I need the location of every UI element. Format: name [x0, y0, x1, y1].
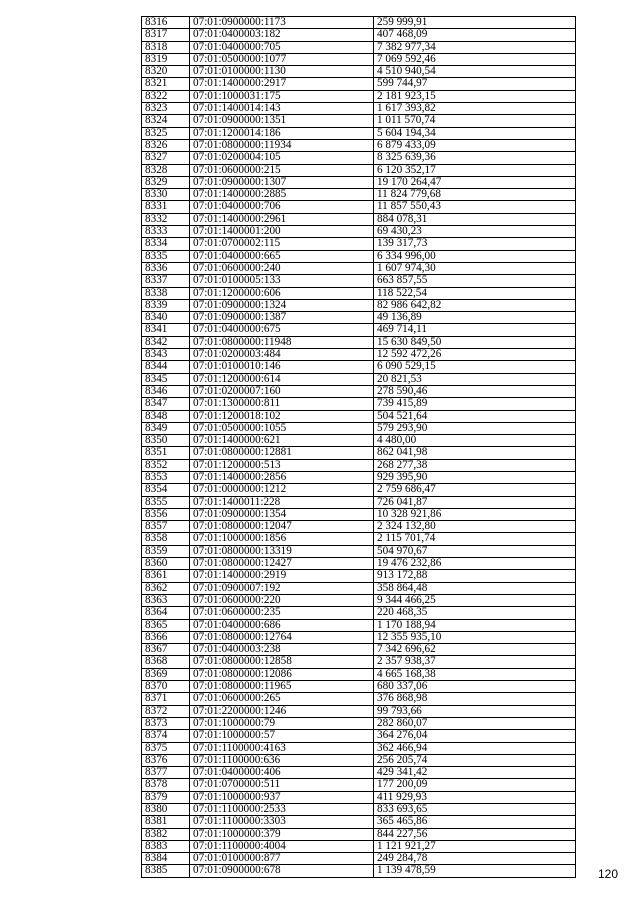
value-cell: 282 860,07	[374, 717, 576, 729]
table-row	[142, 349, 576, 361]
table-row	[142, 53, 576, 65]
row-number-cell: 8381	[142, 816, 190, 828]
value-cell: 249 284,78	[374, 853, 576, 865]
row-number-cell: 8364	[142, 607, 190, 619]
cadastral-number-cell: 07:01:0500000:1077	[190, 53, 374, 65]
table-row	[142, 238, 576, 250]
cadastral-number-cell: 07:01:0600000:240	[190, 262, 374, 274]
cadastral-number-cell: 07:01:0400000:665	[190, 250, 374, 262]
row-number-cell: 8319	[142, 53, 190, 65]
value-cell: 358 864,48	[374, 582, 576, 594]
cadastral-number-cell: 07:01:0100000:1130	[190, 66, 374, 78]
table-row	[142, 176, 576, 188]
row-number-cell: 8365	[142, 619, 190, 631]
cadastral-number-cell: 07:01:0800000:11948	[190, 336, 374, 348]
value-cell: 504 970,67	[374, 545, 576, 557]
cadastral-number-cell: 07:01:0700000:511	[190, 779, 374, 791]
row-number-cell: 8328	[142, 164, 190, 176]
row-number-cell: 8351	[142, 447, 190, 459]
table-row	[142, 385, 576, 397]
table-row	[142, 865, 576, 877]
cadastral-number-cell: 07:01:0000000:1212	[190, 484, 374, 496]
row-number-cell: 8341	[142, 324, 190, 336]
table-row	[142, 189, 576, 201]
table-row	[142, 127, 576, 139]
row-number-cell: 8327	[142, 152, 190, 164]
row-number-cell: 8342	[142, 336, 190, 348]
row-number-cell: 8340	[142, 312, 190, 324]
row-number-cell: 8383	[142, 840, 190, 852]
table-row	[142, 250, 576, 262]
row-number-cell: 8382	[142, 828, 190, 840]
value-cell: 4 480,00	[374, 435, 576, 447]
table-row	[142, 828, 576, 840]
cadastral-number-cell: 07:01:0500000:1055	[190, 422, 374, 434]
table-row	[142, 717, 576, 729]
cadastral-number-cell: 07:01:0400000:706	[190, 201, 374, 213]
value-cell: 11 857 550,43	[374, 201, 576, 213]
table-row	[142, 373, 576, 385]
value-cell: 6 879 433,09	[374, 139, 576, 151]
row-number-cell: 8349	[142, 422, 190, 434]
table-row	[142, 594, 576, 606]
row-number-cell: 8352	[142, 459, 190, 471]
row-number-cell: 8372	[142, 705, 190, 717]
value-cell: 6 334 996,00	[374, 250, 576, 262]
cadastral-number-cell: 07:01:0400000:705	[190, 41, 374, 53]
cadastral-number-cell: 07:01:1400001:200	[190, 226, 374, 238]
cadastral-number-cell: 07:01:0400000:675	[190, 324, 374, 336]
cadastral-number-cell: 07:01:1000031:175	[190, 90, 374, 102]
value-cell: 579 293,90	[374, 422, 576, 434]
value-cell: 2 357 938,37	[374, 656, 576, 668]
value-cell: 19 476 232,86	[374, 558, 576, 570]
cadastral-number-cell: 07:01:1400000:2919	[190, 570, 374, 582]
value-cell: 884 078,31	[374, 213, 576, 225]
value-cell: 376 868,98	[374, 693, 576, 705]
row-number-cell: 8326	[142, 139, 190, 151]
value-cell: 259 999,91	[374, 17, 576, 29]
value-cell: 20 821,53	[374, 373, 576, 385]
row-number-cell: 8329	[142, 176, 190, 188]
cadastral-number-cell: 07:01:0800000:12047	[190, 521, 374, 533]
table-row	[142, 681, 576, 693]
table-row	[142, 545, 576, 557]
cadastral-number-cell: 07:01:0100000:877	[190, 853, 374, 865]
table-row	[142, 213, 576, 225]
table-row	[142, 410, 576, 422]
table-row	[142, 78, 576, 90]
row-number-cell: 8317	[142, 29, 190, 41]
table-row	[142, 471, 576, 483]
table-row	[142, 693, 576, 705]
page-number: 120	[598, 867, 619, 881]
row-number-cell: 8368	[142, 656, 190, 668]
table-row	[142, 262, 576, 274]
value-cell: 2 324 132,80	[374, 521, 576, 533]
value-cell: 364 276,04	[374, 730, 576, 742]
row-number-cell: 8358	[142, 533, 190, 545]
cadastral-number-cell: 07:01:1200000:606	[190, 287, 374, 299]
row-number-cell: 8385	[142, 865, 190, 877]
cadastral-number-cell: 07:01:1000000:379	[190, 828, 374, 840]
row-number-cell: 8320	[142, 66, 190, 78]
row-number-cell: 8375	[142, 742, 190, 754]
table-row	[142, 668, 576, 680]
value-cell: 6 120 352,17	[374, 164, 576, 176]
row-number-cell: 8367	[142, 644, 190, 656]
table-row	[142, 508, 576, 520]
value-cell: 407 468,09	[374, 29, 576, 41]
value-cell: 69 430,23	[374, 226, 576, 238]
value-cell: 862 041,98	[374, 447, 576, 459]
cadastral-number-cell: 07:01:0900000:1173	[190, 17, 374, 29]
value-cell: 268 277,38	[374, 459, 576, 471]
row-number-cell: 8371	[142, 693, 190, 705]
cadastral-number-cell: 07:01:1200014:186	[190, 127, 374, 139]
cadastral-number-cell: 07:01:1000000:57	[190, 730, 374, 742]
cadastral-number-cell: 07:01:0800000:11965	[190, 681, 374, 693]
table-row	[142, 41, 576, 53]
table-row	[142, 644, 576, 656]
cadastral-number-cell: 07:01:1100000:4004	[190, 840, 374, 852]
row-number-cell: 8374	[142, 730, 190, 742]
value-cell: 5 604 194,34	[374, 127, 576, 139]
table-row	[142, 201, 576, 213]
value-cell: 49 136,89	[374, 312, 576, 324]
table-row	[142, 607, 576, 619]
table-row	[142, 459, 576, 471]
table-row	[142, 164, 576, 176]
value-cell: 663 857,55	[374, 275, 576, 287]
cadastral-number-cell: 07:01:1000000:1856	[190, 533, 374, 545]
row-number-cell: 8362	[142, 582, 190, 594]
table-row	[142, 754, 576, 766]
value-cell: 365 465,86	[374, 816, 576, 828]
row-number-cell: 8363	[142, 594, 190, 606]
table-row	[142, 521, 576, 533]
value-cell: 739 415,89	[374, 398, 576, 410]
value-cell: 278 590,46	[374, 385, 576, 397]
row-number-cell: 8376	[142, 754, 190, 766]
value-cell: 726 041,87	[374, 496, 576, 508]
table-row	[142, 582, 576, 594]
cadastral-value-table	[141, 16, 576, 878]
row-number-cell: 8339	[142, 299, 190, 311]
value-cell: 4 665 168,38	[374, 668, 576, 680]
table-row	[142, 496, 576, 508]
value-cell: 177 200,09	[374, 779, 576, 791]
row-number-cell: 8346	[142, 385, 190, 397]
cadastral-number-cell: 07:01:2200000:1246	[190, 705, 374, 717]
table-row	[142, 324, 576, 336]
cadastral-number-cell: 07:01:0400003:182	[190, 29, 374, 41]
cadastral-number-cell: 07:01:0800000:12427	[190, 558, 374, 570]
cadastral-number-cell: 07:01:0200003:484	[190, 349, 374, 361]
table-row	[142, 656, 576, 668]
cadastral-number-cell: 07:01:1100000:3303	[190, 816, 374, 828]
cadastral-number-cell: 07:01:0800000:12764	[190, 631, 374, 643]
row-number-cell: 8384	[142, 853, 190, 865]
cadastral-number-cell: 07:01:1400014:143	[190, 103, 374, 115]
value-cell: 504 521,64	[374, 410, 576, 422]
row-number-cell: 8378	[142, 779, 190, 791]
table-row	[142, 816, 576, 828]
row-number-cell: 8318	[142, 41, 190, 53]
table-row	[142, 66, 576, 78]
cadastral-number-cell: 07:01:0600000:235	[190, 607, 374, 619]
row-number-cell: 8354	[142, 484, 190, 496]
cadastral-number-cell: 07:01:0100005:133	[190, 275, 374, 287]
cadastral-number-cell: 07:01:0900000:1307	[190, 176, 374, 188]
value-cell: 680 337,06	[374, 681, 576, 693]
table-row	[142, 730, 576, 742]
row-number-cell: 8347	[142, 398, 190, 410]
table-row	[142, 853, 576, 865]
row-number-cell: 8356	[142, 508, 190, 520]
row-number-cell: 8316	[142, 17, 190, 29]
value-cell: 1 170 188,94	[374, 619, 576, 631]
cadastral-number-cell: 07:01:0700002:115	[190, 238, 374, 250]
value-cell: 2 759 686,47	[374, 484, 576, 496]
row-number-cell: 8322	[142, 90, 190, 102]
table-row	[142, 115, 576, 127]
cadastral-number-cell: 07:01:0900007:192	[190, 582, 374, 594]
value-cell: 469 714,11	[374, 324, 576, 336]
cadastral-number-cell: 07:01:0800000:12881	[190, 447, 374, 459]
value-cell: 7 342 696,62	[374, 644, 576, 656]
cadastral-number-cell: 07:01:1100000:4163	[190, 742, 374, 754]
cadastral-number-cell: 07:01:0900000:1354	[190, 508, 374, 520]
table-body	[142, 17, 576, 878]
value-cell: 118 522,54	[374, 287, 576, 299]
table-row	[142, 840, 576, 852]
table-row	[142, 422, 576, 434]
row-number-cell: 8332	[142, 213, 190, 225]
row-number-cell: 8343	[142, 349, 190, 361]
value-cell: 1 139 478,59	[374, 865, 576, 877]
cadastral-number-cell: 07:01:1200000:513	[190, 459, 374, 471]
table-row	[142, 17, 576, 29]
row-number-cell: 8345	[142, 373, 190, 385]
value-cell: 7 382 977,34	[374, 41, 576, 53]
table-row	[142, 619, 576, 631]
row-number-cell: 8323	[142, 103, 190, 115]
table-row	[142, 705, 576, 717]
value-cell: 4 510 940,54	[374, 66, 576, 78]
row-number-cell: 8380	[142, 804, 190, 816]
value-cell: 2 181 923,15	[374, 90, 576, 102]
row-number-cell: 8337	[142, 275, 190, 287]
row-number-cell: 8324	[142, 115, 190, 127]
cadastral-number-cell: 07:01:1000000:79	[190, 717, 374, 729]
row-number-cell: 8373	[142, 717, 190, 729]
row-number-cell: 8353	[142, 471, 190, 483]
value-cell: 913 172,88	[374, 570, 576, 582]
value-cell: 139 317,73	[374, 238, 576, 250]
value-cell: 929 395,90	[374, 471, 576, 483]
cadastral-number-cell: 07:01:0900000:1387	[190, 312, 374, 324]
table-row	[142, 767, 576, 779]
table-row	[142, 152, 576, 164]
table-row	[142, 779, 576, 791]
row-number-cell: 8360	[142, 558, 190, 570]
value-cell: 1 121 921,27	[374, 840, 576, 852]
table-row	[142, 804, 576, 816]
cadastral-number-cell: 07:01:0400000:686	[190, 619, 374, 631]
value-cell: 12 592 472,26	[374, 349, 576, 361]
cadastral-number-cell: 07:01:0400000:406	[190, 767, 374, 779]
row-number-cell: 8338	[142, 287, 190, 299]
value-cell: 411 929,93	[374, 791, 576, 803]
table-row	[142, 103, 576, 115]
value-cell: 220 468,35	[374, 607, 576, 619]
table-row	[142, 791, 576, 803]
cadastral-number-cell: 07:01:0900000:1324	[190, 299, 374, 311]
value-cell: 99 793,66	[374, 705, 576, 717]
table-row	[142, 139, 576, 151]
row-number-cell: 8334	[142, 238, 190, 250]
value-cell: 6 090 529,15	[374, 361, 576, 373]
row-number-cell: 8336	[142, 262, 190, 274]
table-row	[142, 287, 576, 299]
cadastral-number-cell: 07:01:1100000:636	[190, 754, 374, 766]
cadastral-number-cell: 07:01:0100010:146	[190, 361, 374, 373]
cadastral-number-cell: 07:01:1000000:937	[190, 791, 374, 803]
value-cell: 599 744,97	[374, 78, 576, 90]
value-cell: 1 607 974,30	[374, 262, 576, 274]
value-cell: 9 344 466,25	[374, 594, 576, 606]
row-number-cell: 8333	[142, 226, 190, 238]
cadastral-number-cell: 07:01:0800000:13319	[190, 545, 374, 557]
cadastral-number-cell: 07:01:1400000:621	[190, 435, 374, 447]
table-row	[142, 312, 576, 324]
value-cell: 256 205,74	[374, 754, 576, 766]
table-row	[142, 558, 576, 570]
row-number-cell: 8348	[142, 410, 190, 422]
table-row	[142, 533, 576, 545]
cadastral-number-cell: 07:01:1400000:2856	[190, 471, 374, 483]
table-row	[142, 90, 576, 102]
cadastral-number-cell: 07:01:1200018:102	[190, 410, 374, 422]
row-number-cell: 8370	[142, 681, 190, 693]
table-row	[142, 570, 576, 582]
row-number-cell: 8361	[142, 570, 190, 582]
table-row	[142, 435, 576, 447]
cadastral-number-cell: 07:01:1200000:614	[190, 373, 374, 385]
row-number-cell: 8325	[142, 127, 190, 139]
cadastral-number-cell: 07:01:0900000:678	[190, 865, 374, 877]
table-row	[142, 226, 576, 238]
table-row	[142, 447, 576, 459]
cadastral-number-cell: 07:01:0600000:265	[190, 693, 374, 705]
row-number-cell: 8330	[142, 189, 190, 201]
cadastral-number-cell: 07:01:1300000:811	[190, 398, 374, 410]
row-number-cell: 8359	[142, 545, 190, 557]
value-cell: 8 325 639,36	[374, 152, 576, 164]
value-cell: 7 069 592,46	[374, 53, 576, 65]
row-number-cell: 8369	[142, 668, 190, 680]
row-number-cell: 8350	[142, 435, 190, 447]
table-row	[142, 299, 576, 311]
cadastral-number-cell: 07:01:0800000:12086	[190, 668, 374, 680]
cadastral-number-cell: 07:01:1400000:2961	[190, 213, 374, 225]
row-number-cell: 8335	[142, 250, 190, 262]
value-cell: 362 466,94	[374, 742, 576, 754]
value-cell: 10 328 921,86	[374, 508, 576, 520]
table-row	[142, 631, 576, 643]
cadastral-number-cell: 07:01:1400011:228	[190, 496, 374, 508]
value-cell: 15 630 849,50	[374, 336, 576, 348]
table-row	[142, 29, 576, 41]
table-row	[142, 275, 576, 287]
value-cell: 1 011 570,74	[374, 115, 576, 127]
row-number-cell: 8344	[142, 361, 190, 373]
cadastral-number-cell: 07:01:1400000:2917	[190, 78, 374, 90]
cadastral-number-cell: 07:01:0900000:1351	[190, 115, 374, 127]
row-number-cell: 8377	[142, 767, 190, 779]
row-number-cell: 8331	[142, 201, 190, 213]
row-number-cell: 8355	[142, 496, 190, 508]
cadastral-number-cell: 07:01:0800000:12858	[190, 656, 374, 668]
row-number-cell: 8366	[142, 631, 190, 643]
value-cell: 82 986 642,82	[374, 299, 576, 311]
value-cell: 833 693,65	[374, 804, 576, 816]
row-number-cell: 8357	[142, 521, 190, 533]
table-row	[142, 336, 576, 348]
table-row	[142, 398, 576, 410]
value-cell: 11 824 779,68	[374, 189, 576, 201]
cadastral-number-cell: 07:01:0200004:105	[190, 152, 374, 164]
table-row	[142, 361, 576, 373]
table-row	[142, 742, 576, 754]
value-cell: 1 617 393,82	[374, 103, 576, 115]
cadastral-number-cell: 07:01:0800000:11934	[190, 139, 374, 151]
cadastral-number-cell: 07:01:1100000:2533	[190, 804, 374, 816]
row-number-cell: 8321	[142, 78, 190, 90]
cadastral-number-cell: 07:01:1400000:2885	[190, 189, 374, 201]
value-cell: 429 341,42	[374, 767, 576, 779]
cadastral-number-cell: 07:01:0600000:220	[190, 594, 374, 606]
table-row	[142, 484, 576, 496]
cadastral-number-cell: 07:01:0200007:160	[190, 385, 374, 397]
row-number-cell: 8379	[142, 791, 190, 803]
value-cell: 2 115 701,74	[374, 533, 576, 545]
cadastral-number-cell: 07:01:0600000:215	[190, 164, 374, 176]
cadastral-number-cell: 07:01:0400003:238	[190, 644, 374, 656]
value-cell: 19 170 264,47	[374, 176, 576, 188]
value-cell: 12 355 935,10	[374, 631, 576, 643]
value-cell: 844 227,56	[374, 828, 576, 840]
